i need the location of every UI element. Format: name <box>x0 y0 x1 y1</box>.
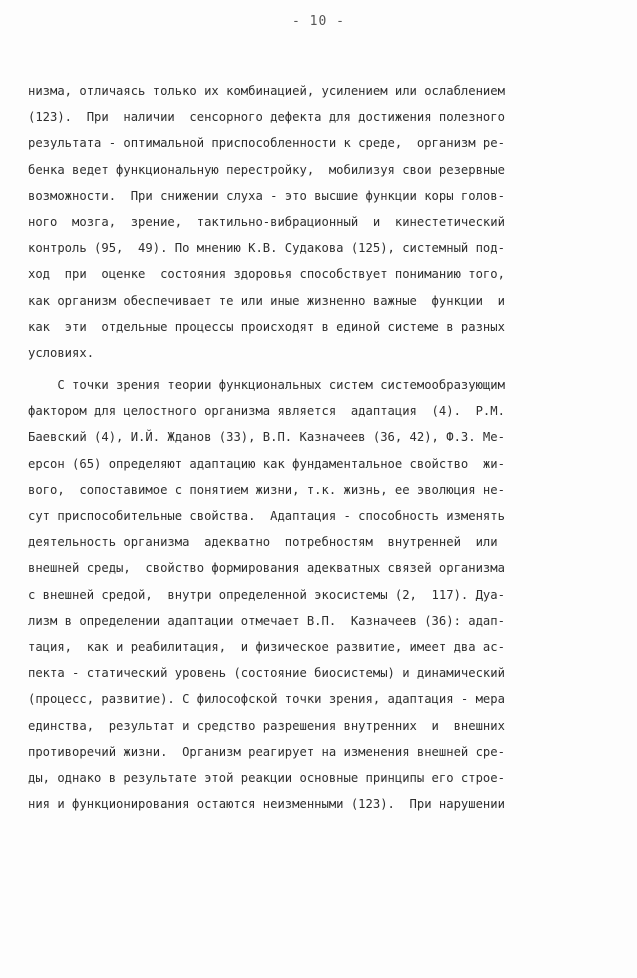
text-line: вого, сопоставимое с понятием жизни, т.к. жизнь, ее эволюция не- <box>28 482 505 497</box>
text-line: деятельность организма адекватно потребностям внутренней или <box>28 535 498 550</box>
page-number: - 10 - <box>292 14 345 29</box>
text-line: ного мозга, зрение, тактильно-вибрационный и кинестетический <box>28 214 505 229</box>
text-line: (123). При наличии сенсорного дефекта для достижения полезного <box>28 110 505 125</box>
text-line: сут приспособительные свойства. Адаптация - способность изменять <box>28 509 505 523</box>
text-line: бенка ведет функциональную перестройку, мобилизуя свои резервные <box>28 162 505 177</box>
text-line: фактором для целостного организма является адаптация (4). Р.М. <box>28 404 505 419</box>
text-line: тация, как и реабилитация, и физическое развитие, имеет два ас- <box>28 639 505 654</box>
text-line: внешней среды, свойство формирования адекватных связей организма <box>28 561 505 576</box>
text-line: противоречий жизни. Организм реагирует на изменения внешней сре- <box>28 744 505 759</box>
text-line: как организм обеспечивает те или иные жизненно важные функции и <box>28 293 505 308</box>
text-line: лизм в определении адаптации отмечает В.П. Казначеев (36): адап- <box>28 613 505 628</box>
text-line: возможности. При снижении слуха - это высшие функции коры голов- <box>28 188 505 203</box>
text-line: ния и функционирования остаются неизменными (123). При нарушении <box>28 797 505 812</box>
text-line: пекта - статический уровень (состояние биосистемы) и динамический <box>28 666 505 681</box>
text-line: ход при оценке состояния здоровья способствует пониманию того, <box>28 267 505 282</box>
text-line: единства, результат и средство разрешения внутренних и внешних <box>28 718 505 733</box>
text-line: Баевский (4), И.Й. Жданов (33), В.П. Казначеев (36, 42), Ф.З. Ме- <box>28 430 505 445</box>
text-line: как эти отдельные процессы происходят в единой системе в разных <box>28 319 505 334</box>
text-line: (процесс, развитие). С философской точки зрения, адаптация - мера <box>28 692 505 707</box>
text-line: ерсон (65) определяют адаптацию как фундаментальное свойство жи- <box>28 456 505 471</box>
text-line: результата - оптимальной приспособленности к среде, организм ре- <box>28 136 505 151</box>
text-line: условиях. <box>28 345 95 360</box>
paragraph-2 <box>28 372 612 817</box>
paragraph-1 <box>28 78 612 366</box>
body-text <box>28 78 612 817</box>
text-line: с внешней средой, внутри определенной экосистемы (2, 117). Дуа- <box>28 587 505 602</box>
text-line: ды, однако в результате этой реакции основные принципы его строе- <box>28 770 505 785</box>
text-line: С точки зрения теории функциональных систем системообразующим <box>28 378 505 393</box>
text-line: низма, отличаясь только их комбинацией, усилением или ослаблением <box>28 84 505 98</box>
text-line: контроль (95, 49). По мнению К.В. Судакова (125), системный под- <box>28 241 505 256</box>
